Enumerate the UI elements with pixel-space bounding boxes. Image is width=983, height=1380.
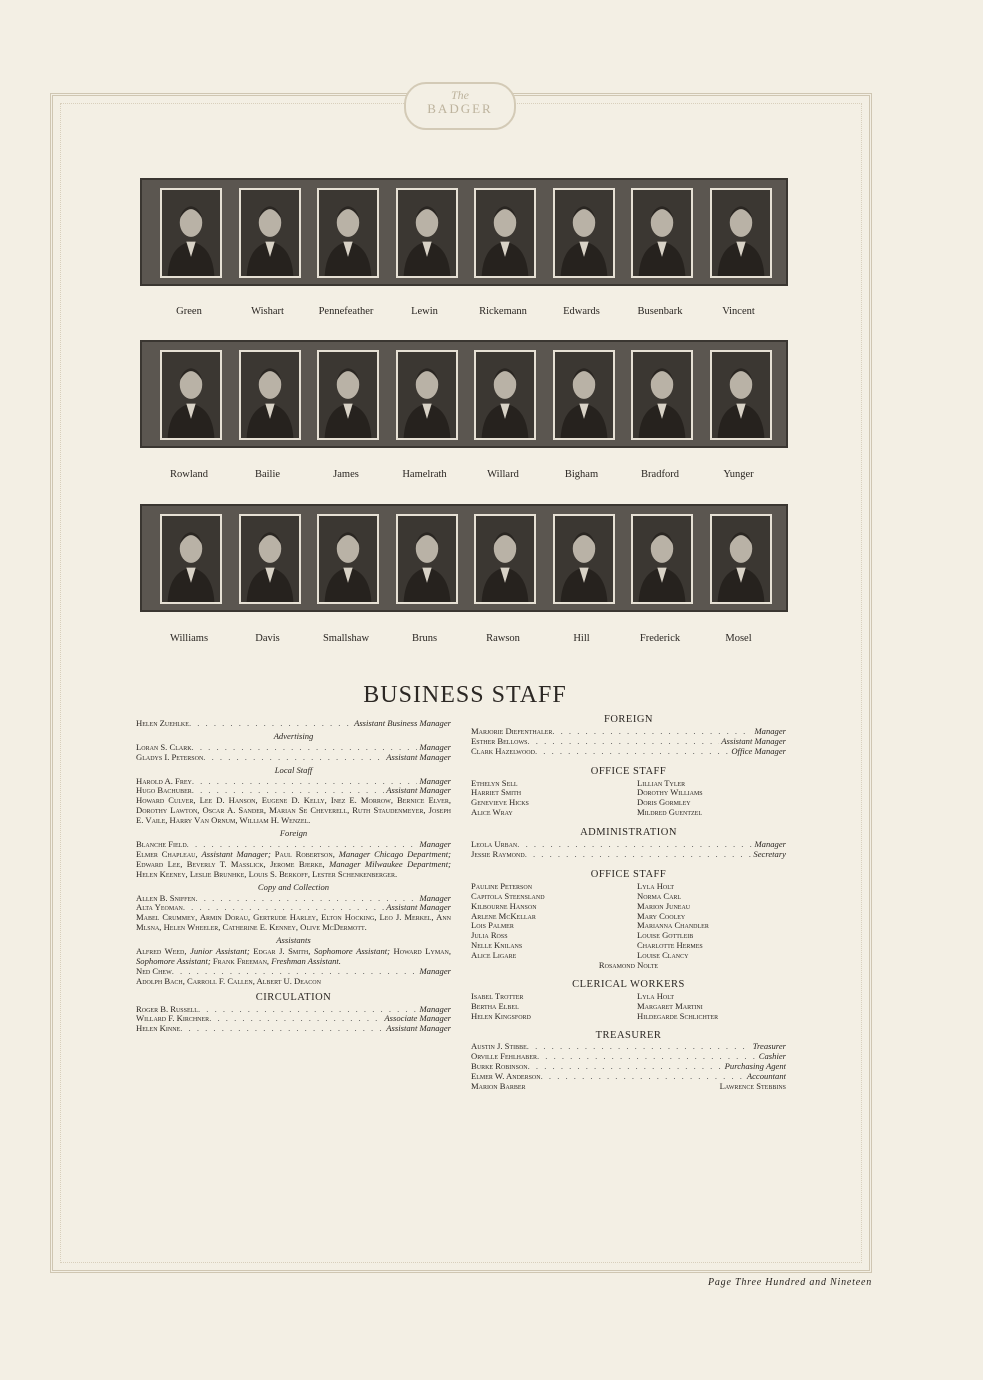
- portrait-photo: [631, 350, 693, 440]
- portrait-caption: Davis: [255, 633, 280, 644]
- portrait-strip: [140, 178, 788, 286]
- subhead-assistants: Assistants: [276, 935, 311, 946]
- portrait-photo: [710, 350, 772, 440]
- portrait-photo: [631, 514, 693, 604]
- subhead-advertising: Advertising: [273, 730, 314, 741]
- heading-treasurer: TREASURER: [595, 1029, 662, 1041]
- portrait-photo: [396, 350, 458, 440]
- office-staff-list-2: Pauline Peterson Lyla Holt Capitola Steensland Norma Carl Kilbourne Hanson Marion Juneau Arlene McKellar Mary Cooley Lois Palmer Marianna Chandler Julia Ross Louise Gottleib Nelle Knilans Charlotte Hermes Alice Ligare Louise Clancy: [471, 880, 709, 961]
- cartouche-the: The: [451, 88, 469, 102]
- portrait-strip: [140, 504, 788, 612]
- staff-name: Helen Zuehlke: [136, 719, 189, 728]
- portrait-caption: Busenbark: [637, 306, 683, 317]
- portrait-caption: Green: [176, 306, 202, 317]
- staff-row: Jessie Raymond . . . Secretary: [471, 850, 786, 860]
- staff-row: Hugo Bachuber . . . Assistant Manager: [136, 786, 451, 796]
- portrait-caption: Hill: [573, 633, 590, 644]
- staff-row: Gladys I. Peterson . . . Assistant Manager: [136, 753, 451, 763]
- heading-office-staff: OFFICE STAFF: [590, 765, 667, 777]
- badger-cartouche: [404, 82, 516, 130]
- staff-row: Loran S. Clark . . . Manager: [136, 743, 451, 753]
- heading-administration: ADMINISTRATION: [580, 827, 677, 839]
- staff-row: Helen Kinne . . . Assistant Manager: [136, 1024, 451, 1034]
- portrait-caption: Rickemann: [479, 306, 527, 317]
- portrait-photo: [553, 188, 615, 278]
- heading-circulation: CIRCULATION: [255, 991, 332, 1003]
- local-staff-list: Howard Culver, Lee D. Hanson, Eugene D. Kelly, Inez E. Morrow, Bernice Elver, Dorothy Lawton, Oscar A. Sander, Marian Se Cheverell, Ruth Staudenmeyer, Joseph E. Vaile, Harry Van Ornum, William H. Wenzel.: [136, 795, 451, 826]
- portrait-photo: [160, 188, 222, 278]
- heading-office-staff-2: OFFICE STAFF: [590, 868, 667, 880]
- portrait-strip: [140, 340, 788, 448]
- heading-foreign: FOREIGN: [603, 714, 653, 725]
- portrait-photo: [474, 514, 536, 604]
- right-column: [471, 715, 786, 1092]
- cartouche-badger: BADGER: [427, 101, 493, 116]
- copy-staff-list: Mabel Crummey, Armin Dorau, Gertrude Harley, Elton Hocking, Leo J. Merkel, Ann Mlsna, Helen Wheeler, Catherine E. Kenney, Olive McDermott.: [136, 912, 451, 933]
- portrait-caption: James: [333, 469, 359, 480]
- clerical-list: Isabel Trotter Lyla Holt Bertha Elbel Margaret Martini Helen Kingsford Hildegarde Schlichter: [471, 990, 719, 1021]
- staff-row: Blanche Field . . . Manager: [136, 840, 451, 850]
- staff-row: Marjorie Diefenthaler . . . Manager: [471, 727, 786, 737]
- portrait-photo: [631, 188, 693, 278]
- portrait-photo: [239, 350, 301, 440]
- portrait-caption: Smallshaw: [322, 633, 370, 644]
- portrait-caption: Wishart: [251, 306, 284, 317]
- barber-stebbins-line: Marion Barber Lawrence Stebbins: [471, 1081, 786, 1092]
- staff-row: Elmer W. Anderson . . . Accountant: [471, 1072, 786, 1082]
- portrait-caption: Rawson: [486, 633, 520, 644]
- staff-row: Leola Urban . . . Manager: [471, 840, 786, 850]
- foreign-staff-list: Elmer Chapleau, Assistant Manager; Paul Robertson, Manager Chicago Department; Edward Lee, Beverly T. Masslick, Jerome Bjerke, Manager Milwaukee Department; Helen Keeney, Leslie Brunhke, Louis S. Berkoff, Lester Schenkenberger.: [136, 848, 452, 879]
- staff-row: Burke Robinson . . . Purchasing Agent: [471, 1062, 786, 1072]
- portrait-caption: Bigham: [564, 469, 599, 480]
- portrait-photo: [396, 514, 458, 604]
- portrait-caption: Williams: [169, 633, 209, 644]
- staff-row: Austin J. Stibbe . . . Treasurer: [471, 1042, 786, 1052]
- portrait-photo: [710, 188, 772, 278]
- staff-row: Allen B. Sniffen . . . Manager: [136, 894, 451, 904]
- assistants-list: Alfred Weed, Junior Assistant; Edgar J. Smith, Sophomore Assistant; Howard Lyman, Sophomore Assistant; Frank Freeman, Freshman Assistant.: [136, 946, 451, 966]
- subhead-local-staff: Local Staff: [274, 764, 313, 775]
- portrait-caption: Yunger: [723, 469, 754, 480]
- portrait-caption: Frederick: [639, 633, 681, 644]
- portrait-photo: [710, 514, 772, 604]
- portrait-photo: [396, 188, 458, 278]
- portrait-photo: [160, 514, 222, 604]
- subhead-foreign: Foreign: [279, 828, 308, 839]
- bach-line: Adolph Bach, Carroll F. Callen, Albert U. Deacon: [136, 975, 321, 986]
- portrait-caption: Willard: [487, 469, 519, 480]
- staff-role: Assistant Business Manager: [354, 719, 451, 728]
- portrait-photo: [317, 514, 379, 604]
- staff-row: Harold A. Frey . . . Manager: [136, 777, 451, 787]
- portrait-caption: Rowland: [170, 469, 208, 480]
- staff-row: Esther Bellows . . . Assistant Manager: [471, 737, 786, 747]
- portrait-caption: Bradford: [641, 469, 679, 480]
- portrait-caption: Mosel: [725, 633, 752, 644]
- portrait-photo: [474, 188, 536, 278]
- portrait-caption: Bailie: [254, 469, 281, 480]
- page-number: Page Three Hundred and Nineteen: [707, 1277, 872, 1288]
- portrait-photo: [317, 350, 379, 440]
- staff-row: [136, 719, 451, 729]
- office-staff-list: Ethelyn Sell Lillian Tyler Harriet Smith Dorothy Williams Genevieve Hicks Doris Gormley Alice Wray Mildred Guentzel: [471, 777, 703, 818]
- heading-clerical: CLERICAL WORKERS: [572, 978, 685, 990]
- staff-row: Clark Hazelwood . . . Office Manager: [471, 747, 786, 757]
- portrait-photo: [160, 350, 222, 440]
- portrait-caption: Vincent: [722, 306, 755, 317]
- staff-row: Alta Yeoman . . . Assistant Manager: [136, 903, 451, 913]
- portrait-photo: [553, 350, 615, 440]
- portrait-photo: [239, 514, 301, 604]
- staff-row: Roger B. Russell . . . Manager: [136, 1005, 451, 1015]
- nolte-line: Rosamond Nolte: [598, 960, 659, 971]
- portrait-caption: Pennefeather: [318, 306, 374, 317]
- portrait-caption: Bruns: [411, 633, 438, 644]
- portrait-caption: Edwards: [563, 306, 600, 317]
- portrait-caption: Hamelrath: [402, 469, 447, 480]
- staff-row: Ned Chew . . . Manager: [136, 967, 451, 977]
- portrait-photo: [239, 188, 301, 278]
- subhead-copy: Copy and Collection: [257, 881, 330, 892]
- portrait-photo: [553, 514, 615, 604]
- portrait-caption: Lewin: [411, 306, 438, 317]
- portrait-photo: [474, 350, 536, 440]
- left-column: [136, 719, 451, 1034]
- portrait-photo: [317, 188, 379, 278]
- staff-row: Orville Fehlhaber . . . Cashier: [471, 1052, 786, 1062]
- section-title: BUSINESS STAFF: [363, 682, 567, 708]
- staff-row: Willard F. Kirchner . . . Associate Manager: [136, 1014, 451, 1024]
